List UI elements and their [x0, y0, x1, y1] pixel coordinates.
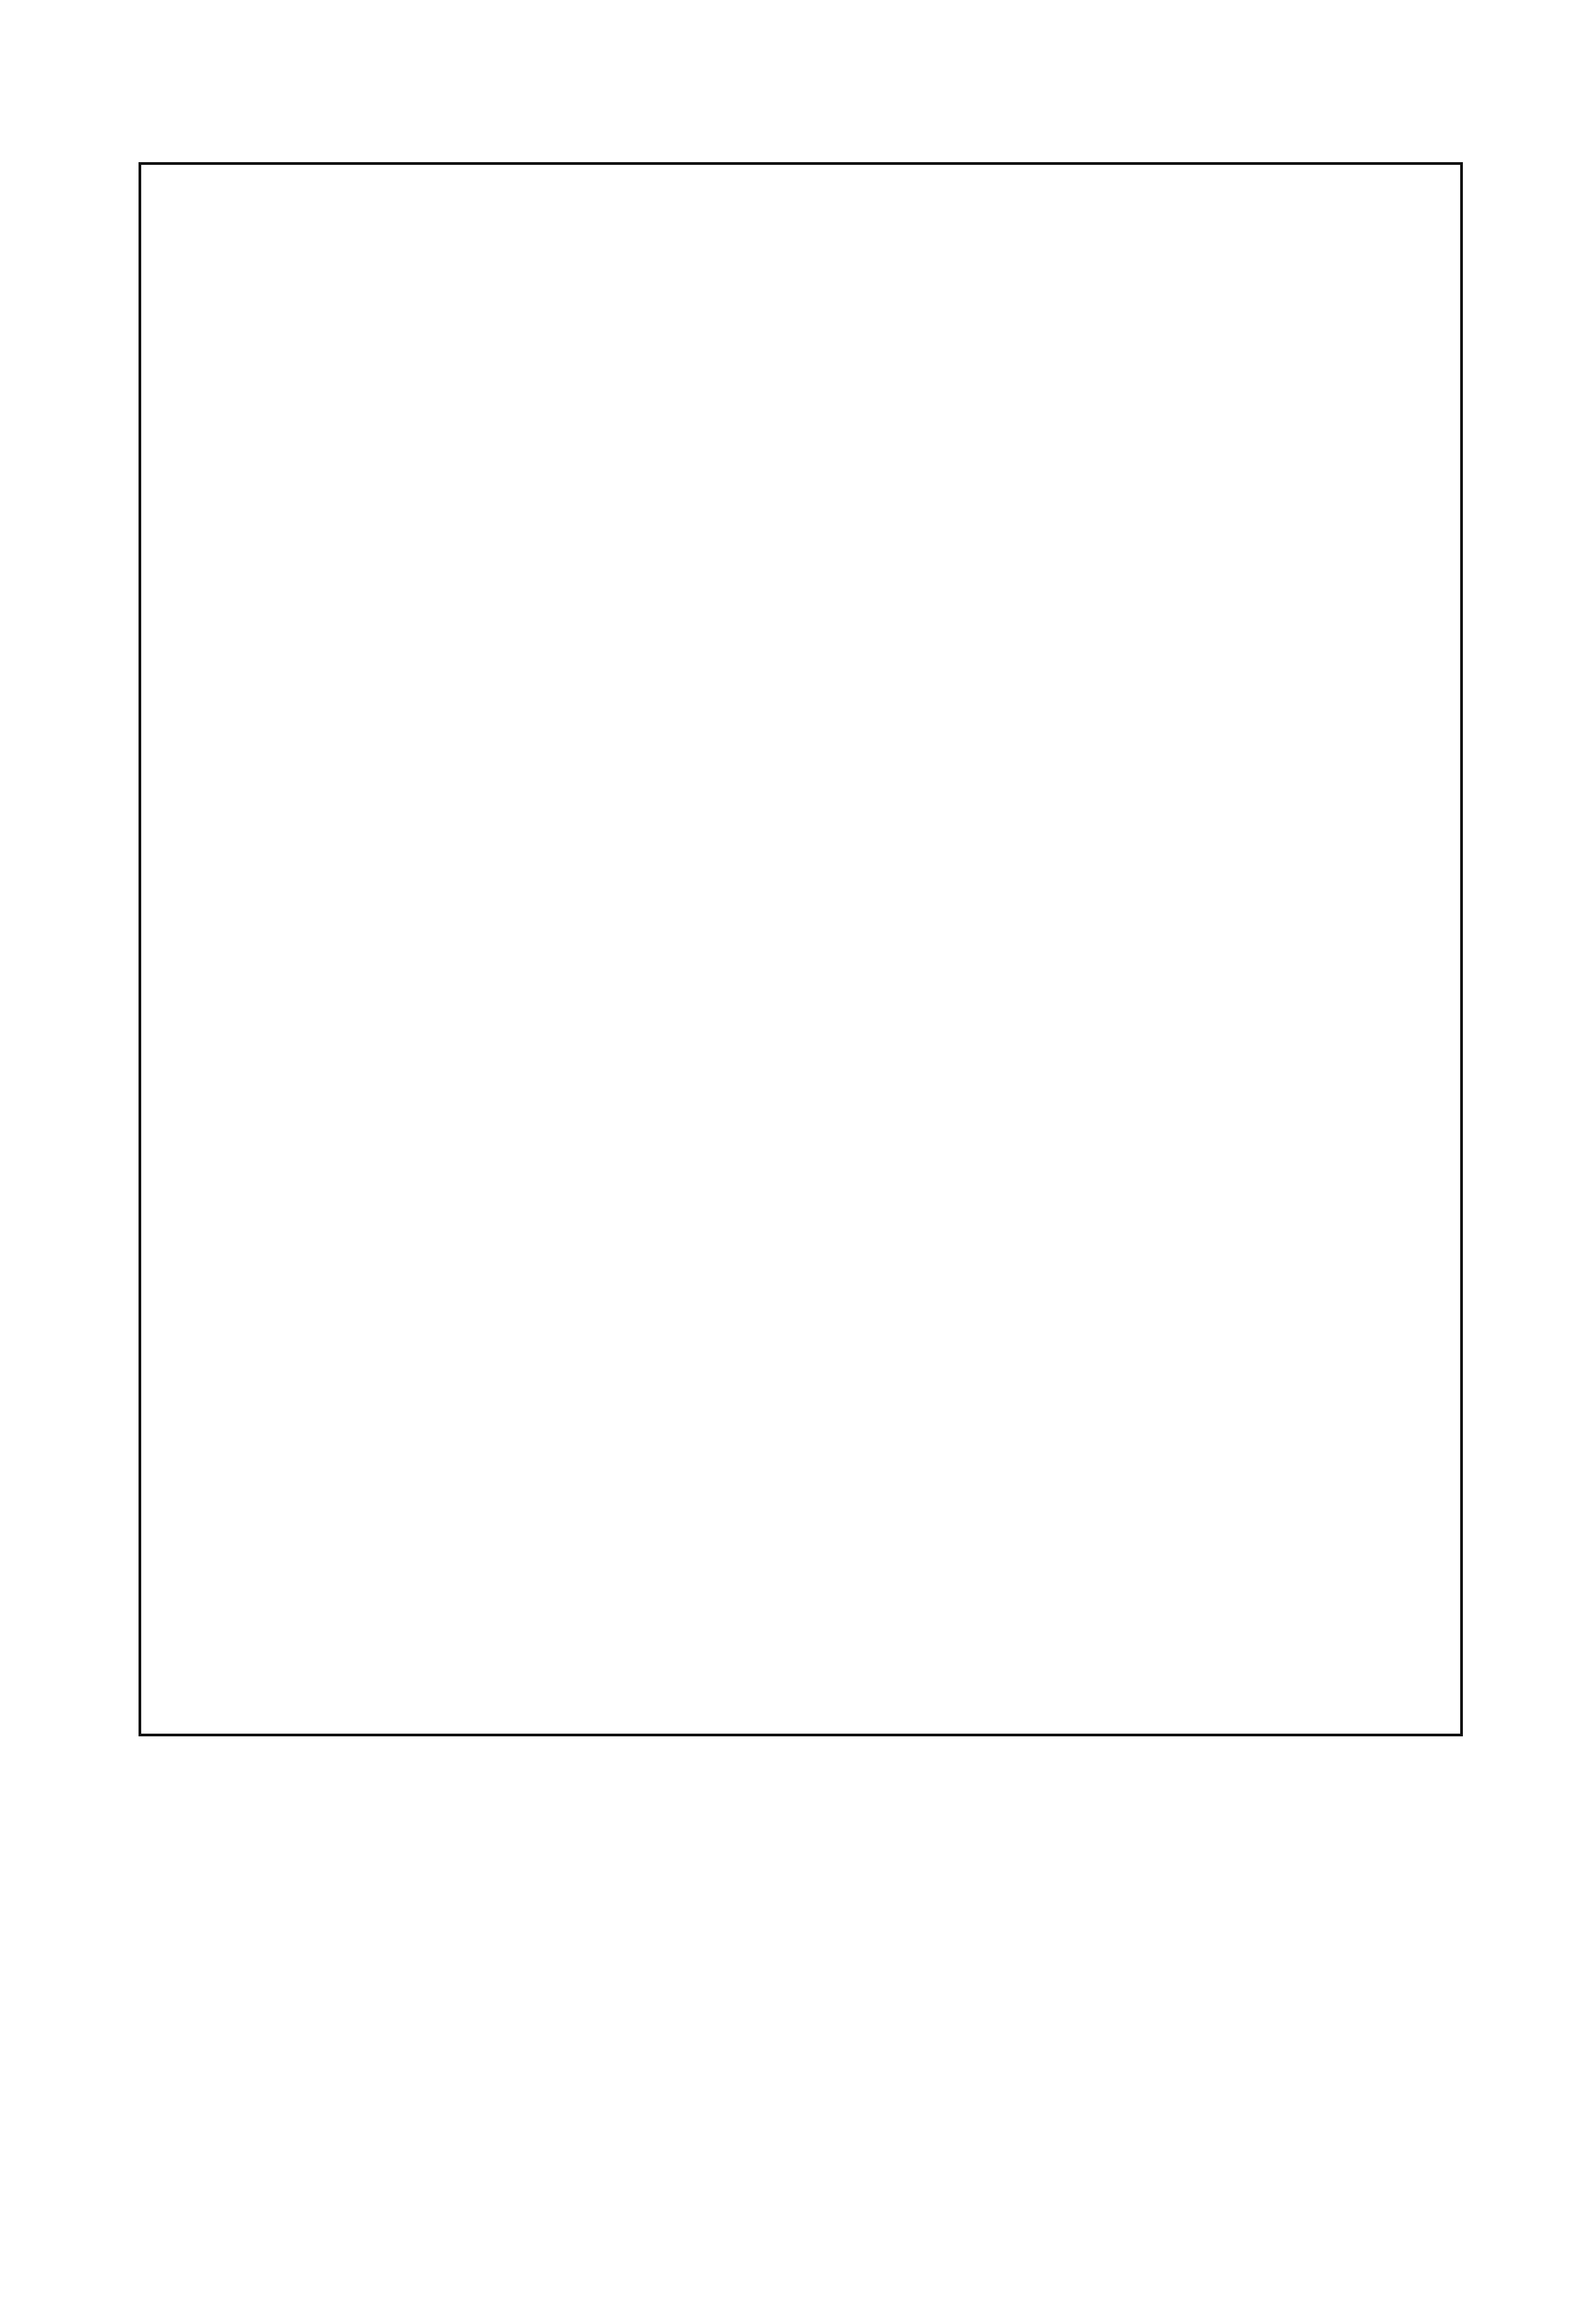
page-frame [139, 162, 1463, 1736]
